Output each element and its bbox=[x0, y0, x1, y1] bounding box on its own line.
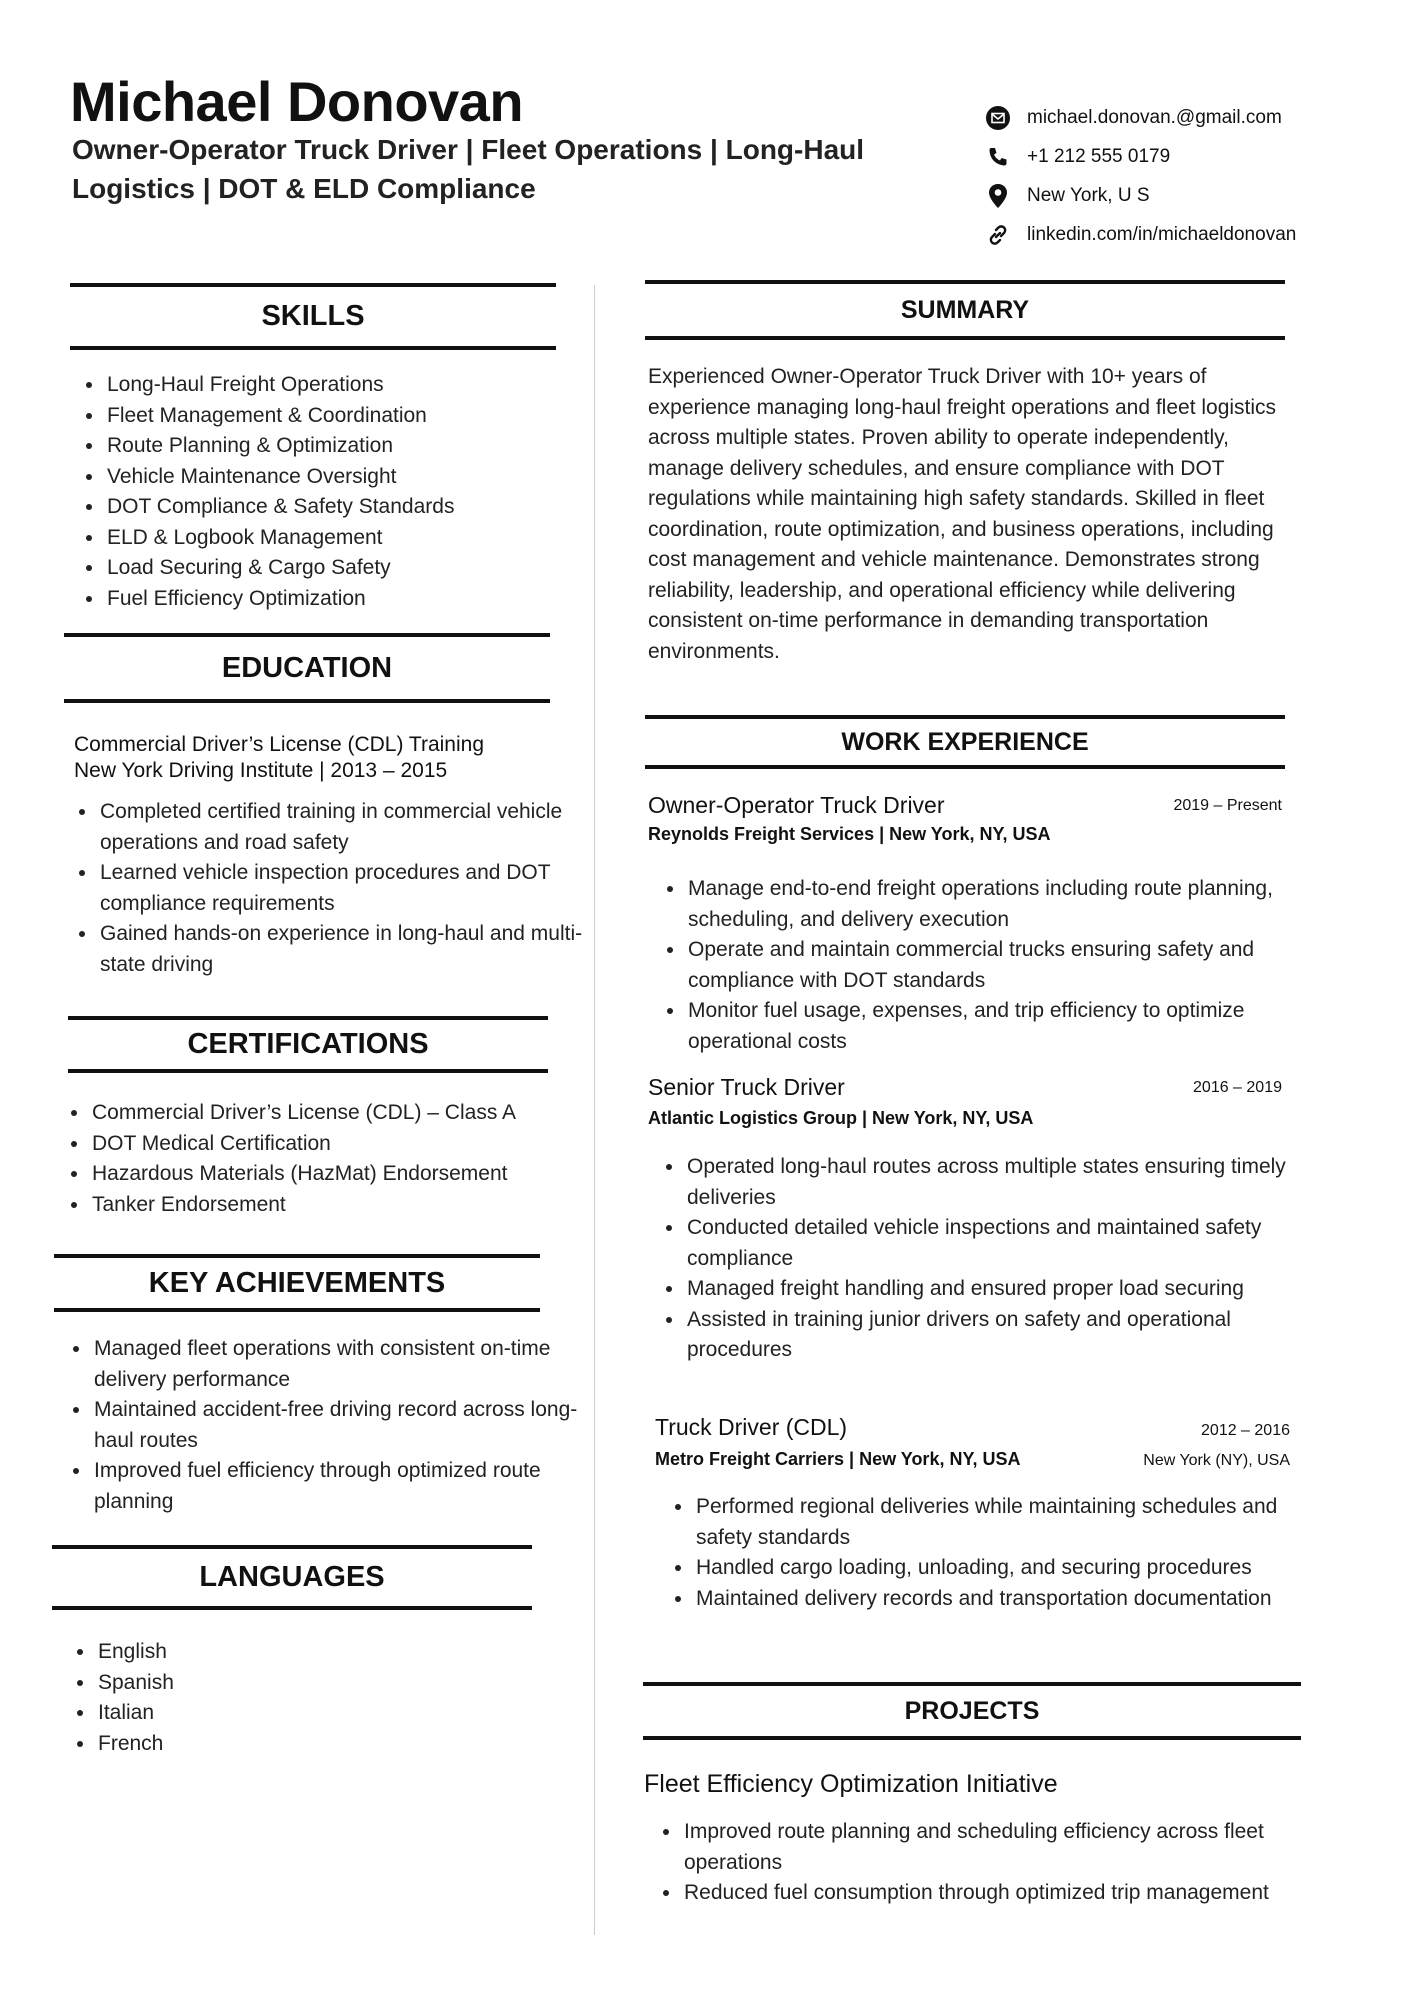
list-item: • Operated long-haul routes across multiple states ensuring timely deliveries bbox=[685, 1152, 1315, 1213]
list-item: • Route Planning & Optimization bbox=[105, 431, 585, 462]
list-item: • Managed fleet operations with consistent on-time delivery performance bbox=[92, 1334, 582, 1395]
job-title: Senior Truck Driver bbox=[648, 1074, 845, 1100]
education-school: New York Driving Institute | 2013 – 2015 bbox=[74, 759, 448, 782]
job-dates: 2019 – Present bbox=[1173, 797, 1282, 814]
contact-list bbox=[985, 98, 1405, 254]
headline bbox=[72, 130, 932, 208]
languages-heading: LANGUAGES bbox=[52, 1545, 532, 1610]
list-item: • Vehicle Maintenance Oversight bbox=[105, 462, 585, 493]
list-item: • Spanish bbox=[96, 1668, 396, 1699]
list-item: • Load Securing & Cargo Safety bbox=[105, 553, 585, 584]
languages-list bbox=[66, 1637, 396, 1759]
list-item: • Assisted in training junior drivers on safety and operational procedures bbox=[685, 1305, 1315, 1366]
headline-line-2: Logistics | DOT & ELD Compliance bbox=[72, 173, 536, 204]
list-item: • Manage end-to-end freight operations including route planning, scheduling, and delivery execution bbox=[686, 874, 1296, 935]
list-item: • Commercial Driver’s License (CDL) – Class A bbox=[90, 1098, 610, 1129]
candidate-name: Michael Donovan bbox=[70, 70, 524, 133]
list-item: • ELD & Logbook Management bbox=[105, 523, 585, 554]
achievements-heading: KEY ACHIEVEMENTS bbox=[54, 1254, 540, 1312]
link-icon bbox=[985, 222, 1011, 248]
list-item: • Managed freight handling and ensured proper load securing bbox=[685, 1274, 1315, 1305]
job-title: Truck Driver (CDL) bbox=[655, 1414, 848, 1440]
achievements-list bbox=[62, 1334, 582, 1517]
list-item: • Tanker Endorsement bbox=[90, 1190, 610, 1221]
list-item: • Performed regional deliveries while maintaining schedules and safety standards bbox=[694, 1492, 1334, 1553]
job-location: New York (NY), USA bbox=[1143, 1452, 1290, 1469]
list-item: • Improved fuel efficiency through optimized route planning bbox=[92, 1456, 582, 1517]
job-dates: 2012 – 2016 bbox=[1201, 1422, 1290, 1439]
location-pin-icon bbox=[985, 183, 1011, 209]
skills-heading: SKILLS bbox=[70, 283, 556, 350]
list-item: • Learned vehicle inspection procedures and DOT compliance requirements bbox=[98, 858, 588, 919]
list-item: • Long-Haul Freight Operations bbox=[105, 370, 585, 401]
contact-location bbox=[985, 176, 1405, 215]
education-degree: Commercial Driver’s License (CDL) Training bbox=[74, 733, 485, 756]
work-experience-heading: WORK EXPERIENCE bbox=[645, 715, 1285, 769]
contact-email bbox=[985, 98, 1405, 137]
skills-list bbox=[75, 370, 585, 614]
contact-phone bbox=[985, 137, 1405, 176]
certifications-list bbox=[60, 1098, 610, 1220]
summary-heading: SUMMARY bbox=[645, 280, 1285, 340]
certifications-heading: CERTIFICATIONS bbox=[68, 1016, 548, 1073]
job-company: Reynolds Freight Services | New York, NY, USA bbox=[648, 824, 1051, 844]
list-item: • DOT Compliance & Safety Standards bbox=[105, 492, 585, 523]
projects-heading: PROJECTS bbox=[643, 1682, 1301, 1740]
job-company: Atlantic Logistics Group | New York, NY, USA bbox=[648, 1108, 1034, 1128]
list-item: • Maintained accident-free driving record across long-haul routes bbox=[92, 1395, 582, 1456]
list-item: • Fleet Management & Coordination bbox=[105, 401, 585, 432]
list-item: • Conducted detailed vehicle inspections and maintained safety compliance bbox=[685, 1213, 1315, 1274]
contact-linkedin bbox=[985, 215, 1405, 254]
list-item: • Reduced fuel consumption through optimized trip management bbox=[682, 1878, 1322, 1909]
phone-icon bbox=[985, 144, 1011, 170]
phone-text[interactable]: +1 212 555 0179 bbox=[1027, 145, 1171, 167]
summary-text: Experienced Owner-Operator Truck Driver with 10+ years of experience managing long-haul freight operations and fleet logistics across multiple states. Proven ability to operate independently, manage delivery schedules, and ensure compliance with DOT regulations while maintaining high safety standards. Skilled in fleet coordination, route optimization, and business operations, including cost management and vehicle maintenance. Demonstrates strong reliability, leadership, and operational efficiency while delivering consistent on-time performance in demanding transportation environments. bbox=[648, 365, 1277, 663]
job-title: Owner-Operator Truck Driver bbox=[648, 792, 945, 818]
list-item: • English bbox=[96, 1637, 396, 1668]
email-text[interactable]: michael.donovan.@gmail.com bbox=[1027, 106, 1282, 128]
list-item: • DOT Medical Certification bbox=[90, 1129, 610, 1160]
job-company: Metro Freight Carriers | New York, NY, USA bbox=[655, 1449, 1021, 1469]
list-item: • Fuel Efficiency Optimization bbox=[105, 584, 585, 615]
education-entry bbox=[74, 732, 574, 784]
list-item: • Monitor fuel usage, expenses, and trip efficiency to optimize operational costs bbox=[686, 996, 1296, 1057]
list-item: • Hazardous Materials (HazMat) Endorsement bbox=[90, 1159, 610, 1190]
linkedin-text[interactable]: linkedin.com/in/michaeldonovan bbox=[1027, 223, 1297, 245]
education-list bbox=[68, 797, 588, 980]
job-bullets bbox=[664, 1492, 1334, 1614]
list-item: • Gained hands-on experience in long-haul and multi-state driving bbox=[98, 919, 588, 980]
list-item: • Handled cargo loading, unloading, and securing procedures bbox=[694, 1553, 1334, 1584]
list-item: • Completed certified training in commercial vehicle operations and road safety bbox=[98, 797, 588, 858]
education-heading: EDUCATION bbox=[64, 633, 550, 703]
list-item: • Improved route planning and scheduling efficiency across fleet operations bbox=[682, 1817, 1322, 1878]
list-item: • French bbox=[96, 1729, 396, 1760]
location-text: New York, U S bbox=[1027, 184, 1150, 206]
list-item: • Italian bbox=[96, 1698, 396, 1729]
job-bullets bbox=[655, 1152, 1315, 1366]
job-dates: 2016 – 2019 bbox=[1193, 1079, 1282, 1096]
headline-line-1: Owner-Operator Truck Driver | Fleet Operations | Long-Haul bbox=[72, 134, 865, 165]
project-title: Fleet Efficiency Optimization Initiative bbox=[644, 1770, 1058, 1798]
project-bullets bbox=[652, 1817, 1322, 1909]
job-bullets bbox=[656, 874, 1296, 1057]
list-item: • Maintained delivery records and transportation documentation bbox=[694, 1584, 1334, 1615]
list-item: • Operate and maintain commercial trucks ensuring safety and compliance with DOT standards bbox=[686, 935, 1296, 996]
email-icon bbox=[985, 105, 1011, 131]
